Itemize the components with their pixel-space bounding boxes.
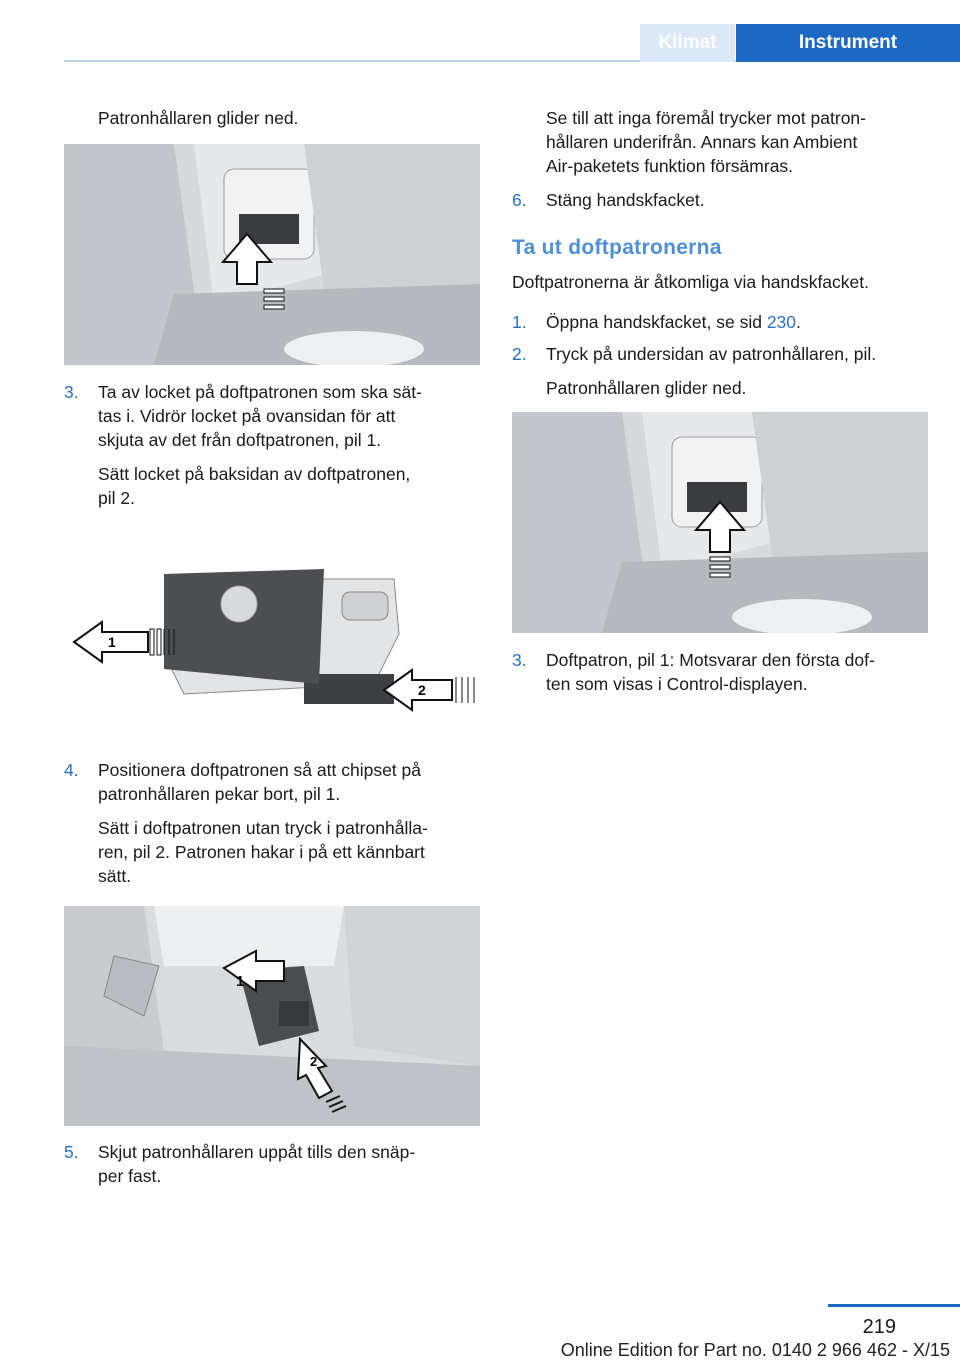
right-continuation xyxy=(546,106,946,178)
section-heading: Ta ut doftpatronerna xyxy=(512,236,722,259)
arrow-label-1: 1 xyxy=(236,973,245,990)
step-text: Öppna handskfacket, se sid xyxy=(546,312,767,332)
step-text: Ta av locket på doftpatronen som ska sät‐ xyxy=(98,382,422,402)
step-subtext: Patronhållaren glider ned. xyxy=(546,378,747,398)
arrow-label-2: 2 xyxy=(418,682,426,698)
step-number: 4. xyxy=(64,760,79,780)
step-text: Stäng handskfacket. xyxy=(546,190,705,210)
step-text: patronhållaren pekar bort, pil 1. xyxy=(98,784,341,804)
step-subtext: Sätt locket på baksidan av doftpatronen, xyxy=(98,464,411,484)
step-text: skjuta av det från doftpatronen, pil 1. xyxy=(98,430,382,450)
continuation-line: hållaren underifrån. Annars kan Ambient xyxy=(546,132,858,152)
left-intro: Patronhållaren glider ned. xyxy=(98,108,299,128)
step-text: Positionera doftpatronen så att chipset på xyxy=(98,760,421,780)
section-intro: Doftpatronerna är åtkomliga via handskfacket. xyxy=(512,272,869,292)
footer-text: Online Edition for Part no. 0140 2 966 462 - X/15 xyxy=(560,1340,950,1360)
arrow-label-2: 2 xyxy=(310,1054,318,1069)
continuation-line: Se till att inga föremål trycker mot patron‐ xyxy=(546,108,866,128)
step-text: per fast. xyxy=(98,1166,162,1186)
step-subtext: Sätt i doftpatronen utan tryck i patronhålla‐ xyxy=(98,818,428,838)
tab-klimat[interactable]: Klimat xyxy=(640,24,735,62)
arrow-label-1: 1 xyxy=(108,634,116,650)
step-text: Doftpatron, pil 1: Motsvarar den första dof‐ xyxy=(546,650,875,670)
step-text: tas i. Vidrör locket på ovansidan för att xyxy=(98,406,396,426)
step-number: 2. xyxy=(512,344,527,364)
step-text-end: . xyxy=(796,312,801,332)
tab-instrument[interactable]: Instrument xyxy=(736,24,960,62)
continuation-line: Air-paketets funktion försämras. xyxy=(546,156,794,176)
footer-rule xyxy=(828,1304,960,1307)
step-text: ten som visas i Control-displayen. xyxy=(546,674,808,694)
step-number: 3. xyxy=(64,382,79,402)
cartridge-figure xyxy=(64,544,480,720)
glovebox-figure-1 xyxy=(64,144,480,365)
glovebox-figure-3 xyxy=(512,412,928,633)
step-subtext: ren, pil 2. Patronen hakar i på ett kännbart xyxy=(98,842,425,862)
step-number: 6. xyxy=(512,190,527,210)
glovebox-figure-2 xyxy=(64,906,480,1126)
step-number: 3. xyxy=(512,650,527,670)
step-text: Skjut patronhållaren uppåt tills den snäp‐ xyxy=(98,1142,416,1162)
step-subtext: sätt. xyxy=(98,866,132,886)
step-number: 5. xyxy=(64,1142,79,1162)
page-link[interactable]: 230 xyxy=(766,312,797,332)
step-number: 1. xyxy=(512,312,527,332)
step-text: Tryck på undersidan av patronhållaren, pil. xyxy=(546,344,877,364)
page-number: 219 xyxy=(862,1316,896,1338)
step-subtext: pil 2. xyxy=(98,488,135,508)
